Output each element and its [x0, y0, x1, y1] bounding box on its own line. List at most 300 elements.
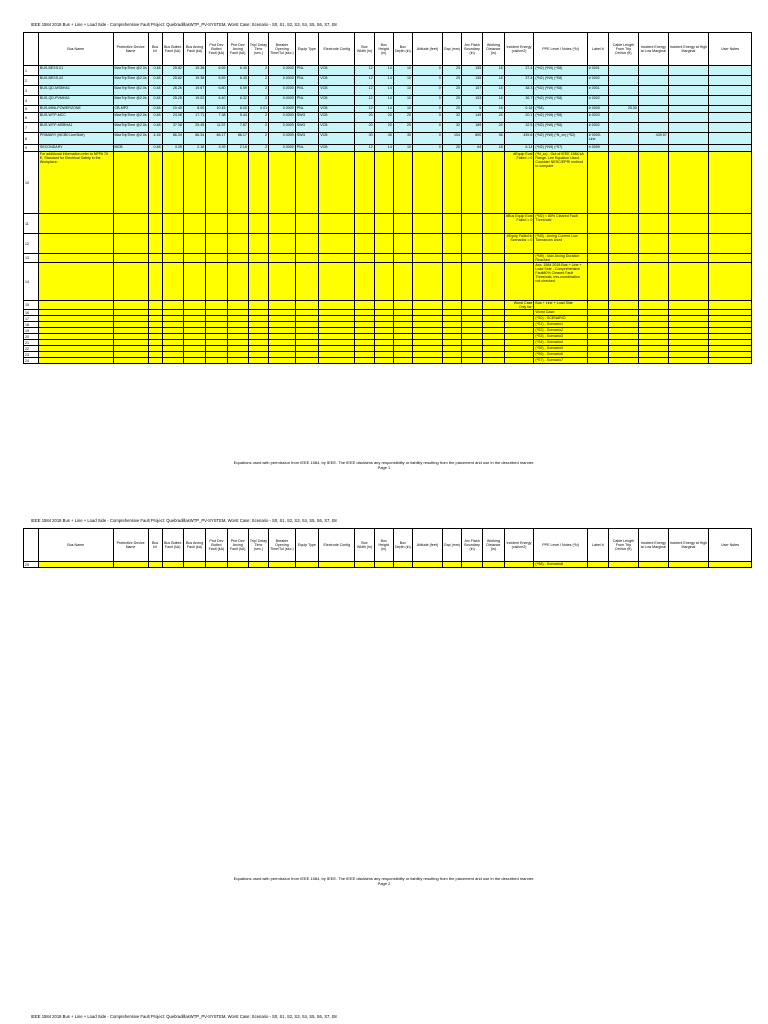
- table-cell: 890: [461, 133, 482, 145]
- table-cell: 5: [461, 106, 482, 113]
- table-cell: [38, 214, 113, 234]
- table-cell: [668, 66, 709, 76]
- table-cell: (*N2) (*N9) (*S8): [534, 76, 587, 86]
- table-cell: BUS-QD-MSBHA1: [38, 86, 113, 96]
- table-cell: Worst Case Only for:: [504, 301, 534, 310]
- table-cell: [38, 301, 113, 310]
- column-header: Cable Length From Trip Device (ft): [609, 529, 639, 562]
- table-cell: 20: [355, 123, 374, 133]
- table-cell: [638, 123, 668, 133]
- table-cell: [461, 234, 482, 254]
- table-cell: 0: [412, 86, 442, 96]
- table-cell: 45: [374, 133, 393, 145]
- table-cell: 439.57: [638, 133, 668, 145]
- column-header: Bus Bolted Fault (kA): [162, 33, 183, 66]
- column-header: PPE Level / Notes (*N): [534, 529, 587, 562]
- table-cell: [412, 562, 442, 568]
- table-cell: [113, 358, 148, 364]
- table-cell: 38.3: [504, 86, 534, 96]
- table-cell: 18: [483, 96, 504, 106]
- table-cell: [295, 358, 318, 364]
- table-cell: [587, 234, 608, 254]
- column-header: Box Height (in): [374, 33, 393, 66]
- column-header: [24, 33, 39, 66]
- table-cell: 0.48: [148, 96, 162, 106]
- table-cell: [442, 301, 461, 310]
- table-cell: [483, 263, 504, 301]
- table-cell: [374, 234, 393, 254]
- table-cell: [374, 562, 393, 568]
- table-row: [24, 145, 752, 152]
- table-cell: [504, 254, 534, 263]
- row-number: 14: [24, 263, 39, 301]
- table-cell: 0: [412, 133, 442, 145]
- column-header: Gap (mm): [442, 33, 461, 66]
- column-header: Altitude (feet): [412, 529, 442, 562]
- table-cell: MaxTripTime @2.0s: [113, 66, 148, 76]
- table-cell: (*N3) - Arcing Current Low Tolerances Used: [534, 234, 587, 254]
- table-cell: [609, 86, 639, 96]
- table-cell: [638, 301, 668, 310]
- table-cell: [442, 152, 461, 214]
- table-cell: [295, 263, 318, 301]
- table-cell: [148, 254, 162, 263]
- table-cell: 0.0000: [269, 86, 296, 96]
- table-row: [24, 152, 752, 214]
- table-cell: MaxTripTime @2.0s: [113, 113, 148, 123]
- table-cell: [38, 562, 113, 568]
- table-cell: [113, 263, 148, 301]
- table-cell: 20: [374, 113, 393, 123]
- table-cell: [374, 254, 393, 263]
- column-header: Incident Energy at Low Marginal: [638, 33, 668, 66]
- table-cell: [609, 76, 639, 86]
- table-cell: 2: [248, 76, 268, 86]
- table-cell: # 0001: [587, 66, 608, 76]
- table-cell: # 0059: [587, 145, 608, 152]
- table-cell: 86.34: [162, 133, 183, 145]
- table-cell: [461, 263, 482, 301]
- table-cell: 189: [461, 123, 482, 133]
- column-header: Prot Dev Arcing Fault (kA): [227, 33, 248, 66]
- table-cell: [412, 254, 442, 263]
- table-cell: [609, 562, 639, 568]
- row-number: 1: [24, 66, 39, 76]
- table-cell: [668, 106, 709, 113]
- table-cell: [206, 301, 227, 310]
- table-cell: 19.38: [183, 66, 205, 76]
- table-cell: [709, 254, 752, 263]
- table-cell: [269, 214, 296, 234]
- table-cell: PNL: [295, 145, 318, 152]
- table-cell: [374, 358, 393, 364]
- page2-disclaimer: Equations used with permission from IEEE 1584, by IEEE. The IEEE disclaims any responsibility or liability resulting from the placement and use in the described manner.: [233, 876, 535, 881]
- table-cell: [638, 214, 668, 234]
- table-cell: 25.82: [162, 66, 183, 76]
- table-cell: [393, 234, 412, 254]
- table-row: [24, 76, 752, 86]
- table-cell: [295, 301, 318, 310]
- table-cell: [162, 152, 183, 214]
- table-cell: 0.0000: [269, 76, 296, 86]
- column-header: Working Distance (in): [483, 529, 504, 562]
- table-cell: 10.45: [162, 106, 183, 113]
- table-cell: [442, 254, 461, 263]
- table-cell: [162, 562, 183, 568]
- column-header: Label #: [587, 529, 608, 562]
- table-cell: [355, 254, 374, 263]
- page2-number: Page 2: [377, 881, 391, 886]
- table-cell: PRIMARY (MCB0 LineSide): [38, 133, 113, 145]
- table-cell: [668, 301, 709, 310]
- table-cell: [587, 214, 608, 234]
- table-cell: 14: [374, 66, 393, 76]
- table-cell: BUS-QD-PVMHA1: [38, 96, 113, 106]
- table-cell: [412, 301, 442, 310]
- table-cell: [609, 263, 639, 301]
- table-cell: VCB: [319, 133, 355, 145]
- table-cell: 0.48: [148, 76, 162, 86]
- column-header: Bus Name: [38, 529, 113, 562]
- table-cell: [609, 234, 639, 254]
- column-header: Incident Energy at Low Marginal: [638, 529, 668, 562]
- table-cell: [638, 86, 668, 96]
- table-cell: [442, 214, 461, 234]
- table-cell: (*N9) - Max Arcing Duration Reached: [534, 254, 587, 263]
- table-cell: [709, 86, 752, 96]
- table-cell: [609, 152, 639, 214]
- table-cell: [638, 76, 668, 86]
- table-cell: 6.40: [206, 96, 227, 106]
- column-header: Arc Flash Boundary (in): [461, 529, 482, 562]
- table-cell: [483, 214, 504, 234]
- table-cell: [206, 152, 227, 214]
- table-cell: [113, 562, 148, 568]
- table-cell: [206, 254, 227, 263]
- table-cell: 18: [483, 86, 504, 96]
- table-cell: 20.1: [504, 113, 534, 123]
- table-row: [24, 263, 752, 301]
- table-cell: [393, 301, 412, 310]
- column-header: Trip/ Delay Time (sec.): [248, 33, 268, 66]
- table-cell: PNL: [295, 76, 318, 86]
- row-number: 21: [24, 340, 39, 346]
- table-cell: 19.02: [183, 96, 205, 106]
- table-cell: 6.80: [206, 86, 227, 96]
- table-cell: [227, 358, 248, 364]
- table-cell: MaxTripTime @2.0s: [113, 133, 148, 145]
- table-cell: VCB: [319, 76, 355, 86]
- table-cell: 0: [412, 76, 442, 86]
- table-cell: [355, 263, 374, 301]
- row-number: 25: [24, 562, 39, 568]
- column-header: Bus Arcing Fault (kA): [183, 529, 205, 562]
- table-cell: [319, 263, 355, 301]
- table-cell: [248, 358, 268, 364]
- table-cell: 0.48: [148, 106, 162, 113]
- table-cell: [355, 301, 374, 310]
- table-cell: [248, 254, 268, 263]
- table-cell: 6.45: [227, 76, 248, 86]
- table-cell: PNL: [295, 66, 318, 76]
- table-cell: [374, 263, 393, 301]
- table-cell: [587, 358, 608, 364]
- page2-table: [23, 528, 752, 568]
- table-cell: [442, 234, 461, 254]
- table-cell: 14: [374, 76, 393, 86]
- table-cell: [709, 123, 752, 133]
- table-cell: 6.59: [206, 66, 227, 76]
- table-cell: # 0001: [587, 86, 608, 96]
- table-cell: [269, 263, 296, 301]
- table-cell: Acc. 1584 2018 Bus + Line + Load Side - Comprehensive Fault80% Cleared Fault Threshold, mis-coordination not checked.: [534, 263, 587, 301]
- column-header: Box Width (in): [355, 529, 374, 562]
- column-header: Bus Bolted Fault (kA): [162, 529, 183, 562]
- table-cell: 12: [355, 106, 374, 113]
- table-cell: 32.5: [504, 123, 534, 133]
- table-cell: [483, 358, 504, 364]
- table-cell: [183, 234, 205, 254]
- table-cell: 0.0000: [269, 96, 296, 106]
- table-cell: (*N_xx) - Out of IEEE 1584 kA Range. Lee Equation Used. Consider NESC/EPRI method to compare: [534, 152, 587, 214]
- table-cell: CB-MPZ: [113, 106, 148, 113]
- column-header: Box Depth (in): [393, 529, 412, 562]
- table-cell: [638, 145, 668, 152]
- table-cell: [248, 562, 268, 568]
- table-row: [24, 214, 752, 234]
- table-cell: [206, 234, 227, 254]
- table-cell: [461, 214, 482, 234]
- table-cell: SWG: [295, 133, 318, 145]
- table-cell: [638, 152, 668, 214]
- table-cell: [709, 96, 752, 106]
- table-cell: [355, 214, 374, 234]
- table-cell: [183, 214, 205, 234]
- table-cell: (*N2) (*N9) (*S8): [534, 123, 587, 133]
- table-cell: [668, 123, 709, 133]
- table-cell: 24.08: [162, 113, 183, 123]
- table-cell: 0: [412, 113, 442, 123]
- table-cell: 0.48: [148, 123, 162, 133]
- table-cell: 25.82: [162, 76, 183, 86]
- table-cell: 439.6: [504, 133, 534, 145]
- table-cell: [206, 562, 227, 568]
- row-number: 3: [24, 86, 39, 96]
- table-cell: [638, 113, 668, 123]
- table-cell: [148, 301, 162, 310]
- table-cell: 25: [442, 66, 461, 76]
- table-cell: [709, 145, 752, 152]
- table-cell: [319, 254, 355, 263]
- table-row: [24, 66, 752, 76]
- table-cell: [609, 66, 639, 76]
- table-cell: 0.01: [248, 106, 268, 113]
- table-cell: 6.45: [227, 66, 248, 76]
- table-cell: For additional information refer to NFPA 70 E, Standard for Electrical Safety in the Workplace.: [38, 152, 113, 214]
- table-cell: [668, 86, 709, 96]
- column-header: Incident Energy at High Marginal: [668, 529, 709, 562]
- table-cell: 25.45: [183, 123, 205, 133]
- table-cell: [183, 152, 205, 214]
- table-cell: [609, 113, 639, 123]
- table-cell: [504, 358, 534, 364]
- table-cell: [709, 133, 752, 145]
- table-cell: # 0002: [587, 96, 608, 106]
- table-cell: 20: [393, 113, 412, 123]
- table-cell: 10: [393, 106, 412, 113]
- table-cell: [113, 152, 148, 214]
- table-cell: [412, 358, 442, 364]
- table-cell: 2.16: [227, 145, 248, 152]
- column-header: PPE Level / Notes (*N): [534, 33, 587, 66]
- table-cell: 2: [248, 113, 268, 123]
- table-cell: [295, 214, 318, 234]
- table-cell: 155: [461, 76, 482, 86]
- table-cell: 64: [461, 145, 482, 152]
- table-cell: [483, 152, 504, 214]
- row-number: 24: [24, 358, 39, 364]
- table-cell: [709, 263, 752, 301]
- table-cell: 0: [412, 123, 442, 133]
- row-number: 2: [24, 76, 39, 86]
- page1-disclaimer: Equations used with permission from IEEE 1584, by IEEE. The IEEE disclaims any responsibility or liability resulting from the placement and use in the described manner.: [233, 460, 535, 465]
- table-cell: [269, 301, 296, 310]
- table-row: [24, 113, 752, 123]
- table-cell: [183, 358, 205, 364]
- table-cell: 10: [393, 145, 412, 152]
- table-cell: [442, 263, 461, 301]
- table-cell: [113, 254, 148, 263]
- table-cell: 20: [374, 123, 393, 133]
- table-row: [24, 562, 752, 568]
- table-cell: [295, 152, 318, 214]
- table-cell: [248, 301, 268, 310]
- table-cell: MaxTripTime @2.0s: [113, 76, 148, 86]
- column-header: Equip Type: [295, 529, 318, 562]
- table-row: [24, 123, 752, 133]
- table-row: [24, 96, 752, 106]
- table-row: [24, 234, 752, 254]
- table-cell: [668, 358, 709, 364]
- table-cell: [295, 234, 318, 254]
- table-cell: [504, 562, 534, 568]
- row-number: 16: [24, 310, 39, 316]
- column-header: Arc Flash Boundary (in): [461, 33, 482, 66]
- table-cell: # 0005-Line: [587, 133, 608, 145]
- table-cell: 10: [393, 96, 412, 106]
- table-cell: (*N2) (*N9) (*S7): [534, 145, 587, 152]
- table-cell: 6.14: [504, 145, 534, 152]
- table-cell: 25: [442, 86, 461, 96]
- table-cell: [148, 263, 162, 301]
- row-number: 18: [24, 322, 39, 328]
- table-cell: 18: [483, 106, 504, 113]
- table-cell: 157: [461, 86, 482, 96]
- table-cell: [162, 263, 183, 301]
- table-cell: #Bus Equip Eval Failed = 0: [504, 214, 534, 234]
- table-cell: 3.39: [162, 145, 183, 152]
- table-cell: (*S1) - Scenario1: [534, 322, 587, 328]
- table-cell: [709, 358, 752, 364]
- table-cell: [393, 358, 412, 364]
- table-cell: 30: [355, 133, 374, 145]
- table-cell: (*S7) - Scenario7: [534, 358, 587, 364]
- table-cell: 24: [483, 113, 504, 123]
- table-cell: [483, 254, 504, 263]
- table-cell: 2: [248, 96, 268, 106]
- table-cell: [668, 214, 709, 234]
- row-number: 13: [24, 254, 39, 263]
- table-cell: (*N2) (*N9) (*S8): [534, 96, 587, 106]
- table-cell: [113, 234, 148, 254]
- table-cell: 0.0000: [269, 133, 296, 145]
- table-cell: [709, 562, 752, 568]
- table-cell: [162, 214, 183, 234]
- table-cell: [638, 358, 668, 364]
- table-cell: [148, 152, 162, 214]
- column-header: Working Distance (in): [483, 33, 504, 66]
- table-row: [24, 133, 752, 145]
- table-cell: BUS-BESS-01: [38, 66, 113, 76]
- table-cell: 4.16: [148, 133, 162, 145]
- page1-table: [23, 32, 752, 364]
- table-cell: [227, 214, 248, 234]
- column-header: Protective Device Name: [113, 529, 148, 562]
- table-row: [24, 106, 752, 113]
- table-cell: (*S5) - Scenario5: [534, 346, 587, 352]
- table-cell: 2: [248, 123, 268, 133]
- table-cell: 24: [483, 123, 504, 133]
- table-cell: [393, 214, 412, 234]
- table-cell: 0.0000: [269, 145, 296, 152]
- table-cell: [709, 152, 752, 214]
- table-cell: 0.18: [504, 106, 534, 113]
- table-cell: [504, 263, 534, 301]
- row-number: 19: [24, 328, 39, 334]
- table-cell: 5.44: [227, 113, 248, 123]
- table-cell: (*N2) < 80% Cleared Fault Threshold: [534, 214, 587, 234]
- table-cell: 14: [374, 96, 393, 106]
- table-cell: 0.48: [148, 145, 162, 152]
- table-cell: [248, 152, 268, 214]
- table-cell: [227, 562, 248, 568]
- table-cell: [355, 358, 374, 364]
- table-cell: [248, 263, 268, 301]
- table-cell: [442, 562, 461, 568]
- table-cell: [709, 113, 752, 123]
- table-cell: 12: [355, 76, 374, 86]
- table-cell: BUS-MINI-POWERZONE: [38, 106, 113, 113]
- table-cell: [38, 358, 113, 364]
- table-cell: [227, 263, 248, 301]
- table-cell: [374, 301, 393, 310]
- table-cell: [355, 562, 374, 568]
- table-cell: 19.38: [183, 76, 205, 86]
- table-row: [24, 86, 752, 96]
- table-cell: [609, 96, 639, 106]
- table-cell: (*S4) - Scenario4: [534, 340, 587, 346]
- table-cell: 86.34: [183, 133, 205, 145]
- table-cell: [295, 254, 318, 263]
- table-cell: 37.38: [162, 123, 183, 133]
- table-cell: 18: [483, 145, 504, 152]
- table-header-row: [24, 529, 752, 562]
- table-cell: 0.0000: [269, 113, 296, 123]
- table-cell: [38, 263, 113, 301]
- table-cell: [162, 301, 183, 310]
- table-cell: [709, 301, 752, 310]
- table-cell: [668, 113, 709, 123]
